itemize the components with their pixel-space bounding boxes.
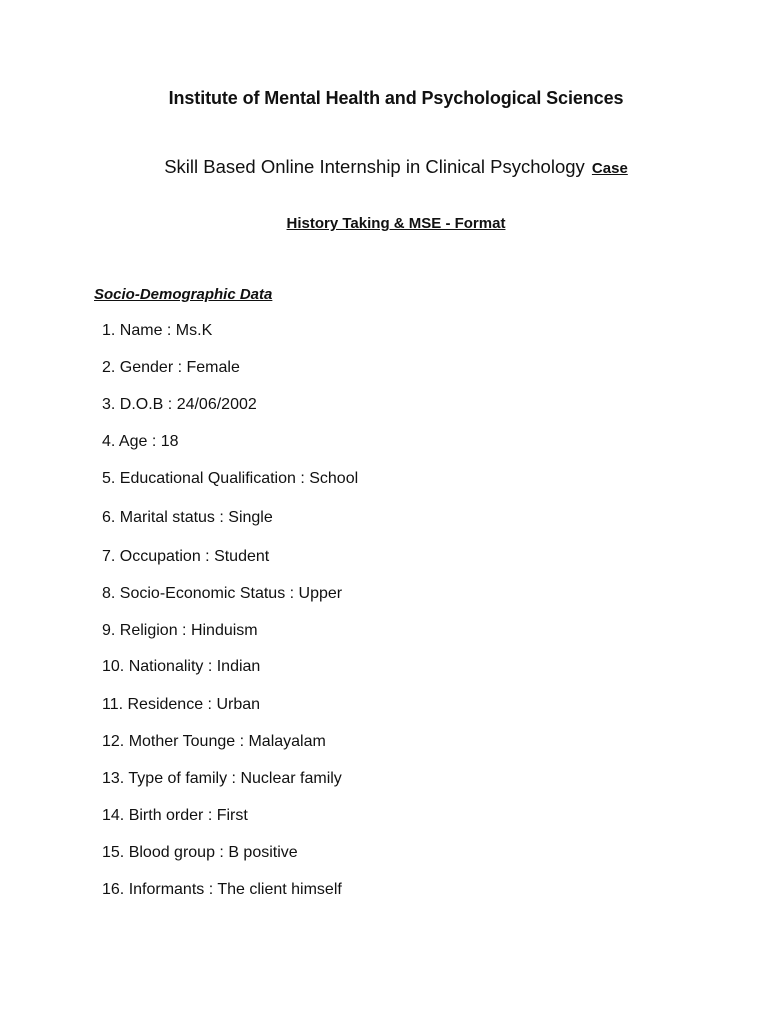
list-item-informants: 16. Informants : The client himself [102, 881, 342, 898]
section-heading: Socio-Demographic Data [94, 286, 273, 303]
list-item-residence: 11. Residence : Urban [102, 696, 261, 713]
list-item-age: 4. Age : 18 [102, 433, 179, 450]
case-label: Case [591, 160, 628, 177]
list-item-birth-order: 14. Birth order : First [102, 807, 248, 824]
format-heading: History Taking & MSE - Format [286, 215, 506, 232]
internship-subtitle [0, 156, 768, 178]
list-item-blood-group: 15. Blood group : B positive [102, 844, 298, 861]
list-item-nationality: 10. Nationality : Indian [102, 658, 261, 675]
list-item-name: 1. Name : Ms.K [102, 322, 213, 339]
institute-title: Institute of Mental Health and Psychological Sciences [168, 88, 624, 108]
list-item-dob: 3. D.O.B : 24/06/2002 [102, 396, 257, 413]
list-item-family-type: 13. Type of family : Nuclear family [102, 770, 342, 787]
list-item-education: 5. Educational Qualification : School [102, 470, 359, 487]
list-item-religion: 9. Religion : Hinduism [102, 622, 258, 639]
list-item-mother-tongue: 12. Mother Tounge : Malayalam [102, 733, 326, 750]
list-item-marital-status: 6. Marital status : Single [102, 509, 273, 526]
list-item-gender: 2. Gender : Female [102, 359, 240, 376]
list-item-socio-economic-status: 8. Socio-Economic Status : Upper [102, 585, 343, 602]
internship-subtitle-text: Skill Based Online Internship in Clinical Psychology [164, 156, 585, 177]
list-item-occupation: 7. Occupation : Student [102, 548, 270, 565]
